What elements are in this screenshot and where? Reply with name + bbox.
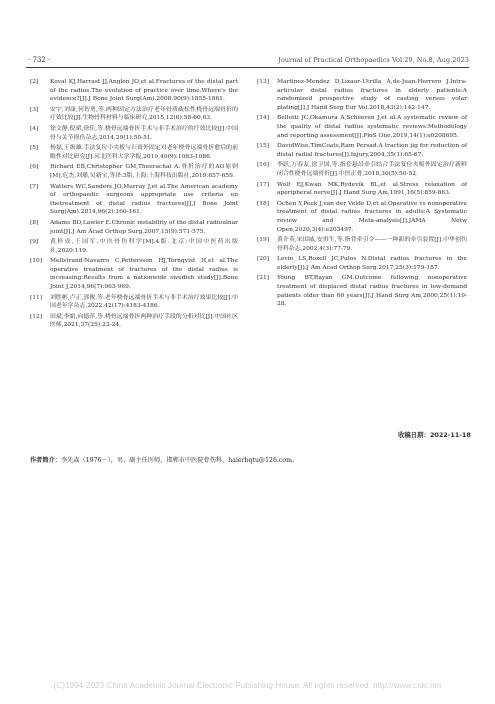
author-note-label: 作者简介： [30, 457, 61, 464]
header-rule [26, 67, 469, 68]
reference-entry [30, 125, 238, 142]
reference-entry [30, 238, 238, 255]
reference-text: 田斌,李娟,向德萍,等.桡骨远端骨折两种治疗手段的分析对比[J].中国社区医师,2021,37(25):23-24. [50, 313, 238, 329]
author-note [30, 455, 470, 464]
references-right-column [257, 78, 467, 311]
reference-entry [30, 313, 238, 330]
reference-entry [30, 294, 238, 311]
reference-entry [30, 219, 238, 236]
reference-text: Bellotti JC,Okamura A,Scheeren J,et al.A systematic review of the quality of distal radius systematic reviews:Methodology and reporting assessment[J].PloS One,2019,14(1):e0208695. [277, 115, 467, 139]
reference-number: [20] [257, 256, 270, 263]
reference-text: 李跃,万春友,徐卫国,等.指套悬吊牵引结合手法复位夹板外固定治疗新鲜闭合性桡骨远端骨折[J].中医正骨,2018,30(5):50-52. [277, 162, 467, 177]
reference-number: [17] [257, 181, 270, 188]
reference-text: 黄介英,宋国威,安贵生,等.指背牵引令——一种新的牵引装置[J].中华创伤骨科杂志,2002,4(3):77-79. [277, 237, 467, 252]
reference-entry [30, 144, 238, 161]
reference-text: DavidWise,TimCoats,Ram Persad.A traction jig for reduction of distal radial fractures[J].Injury,2004,35(1):65-67. [277, 143, 467, 158]
reference-entry [257, 236, 467, 253]
reference-entry [257, 274, 467, 308]
reference-text: Adams BD,Lawler E.Chronic instability of the distal radioulnar joint[J].J Am Acad Orthop Surg,2007,15(9):571-575. [50, 219, 238, 235]
reference-number: [2] [30, 79, 39, 85]
reference-entry [257, 181, 467, 198]
reference-text: Koval KJ,Harrast JJ,Anglen JO,et al.Fractures of the distal part of the radius.The evolution of practice over time.Where's the evidence?[J].J Bone Joint Surg(Am).2008.90(9):1855-1861. [50, 79, 238, 103]
reference-text: Martinez-Mendez D,Lizaur-Utrilla A,de-Juan-Herrero J.Intra-articular distal radius fractures in elderly patients:A randomized prospective study of casting versus volar plating[J].J Hand Surg Eur Vol.2018,43(2):142-147. [277, 79, 467, 111]
reference-number: [8] [30, 219, 39, 226]
reference-number: [15] [257, 143, 270, 150]
reference-text: 杨磊,王振雄.手法复位小夹板与石膏外固定对老年桡骨远端骨折愈后的前瞻性对比研究[J].河北医科大学学报,2019,40(9):1083-1086. [50, 145, 238, 160]
reference-text: Young BT,Rayan GM.Outcome following nonoperative treatment of displaced distal radius fractures in low-demand patients older than 60 years[J].J Hand Surg Am,2000,25(1):19-28. [277, 275, 467, 308]
reference-number: [4] [30, 125, 39, 132]
reference-number: [11] [30, 294, 43, 301]
reference-text: Wolf EJ,Kwan MK,Rydevik BL,et al.Stress relaxation of aperipheral nerve[J].J Hand Surg Am,1991,16(5):859-863. [277, 181, 467, 197]
reference-number: [12] [30, 313, 43, 320]
page-number: · 732 · [28, 56, 51, 64]
reference-number: [21] [257, 275, 270, 282]
reference-text: 刘胜彬,卢正,郭俊,等.老年桡骨远端骨折手术与非手术治疗效果比较[J].中国老年学杂志,2022,42(17):4183-4186. [50, 294, 238, 310]
reference-number: [18] [257, 200, 270, 207]
reference-text: 徐文静,倪斌,徐佳,等.桡骨远端骨折手术与非手术治疗的疗效比较[J].中国骨与关节损伤杂志,2014,29(1):50-51. [50, 125, 238, 141]
reference-number: [10] [30, 258, 43, 265]
reference-entry [30, 257, 238, 291]
reference-text: Levin LS,Rozell JC,Pulos N.Distal radius fractures in the elderly[J].J Am Acad Orthop Surg.2017,25(3):179-187. [277, 256, 467, 271]
reference-entry [30, 163, 238, 180]
reference-text: Watters WC,Sanders JO,Murray J,et al.The American academy of orthopaedic surgeons appropriate use criteria on thetreatment of distal radius fractures[J].J Bone Joint Surg(Am).2014,96(2):160-161. [50, 183, 238, 216]
reference-entry [30, 106, 238, 123]
references-left-column [30, 78, 238, 332]
reference-text: Richard EB,Christopher GM,Theerachai A.骨折治疗的AO原则[M].危杰,刘璠,吴新宝,等译.3版.上海:上海科技出版社,2019:657-659. [50, 164, 238, 179]
reference-text: Ochen Y,Peek J,van der Velde D,et al.Operative vs nonoperative treatment of distal radius fractures in adults:A Systematic review and Meta-analysis[J].JAMA Netw Open,2020,3(4):e203497. [277, 200, 467, 233]
reference-number: [16] [257, 162, 270, 169]
reference-entry [257, 255, 467, 272]
reference-number: [3] [30, 106, 39, 113]
reference-entry [257, 200, 467, 234]
journal-header: Journal of Practical Orthopaedics Vol.29, No.8, Aug.2023 [278, 56, 469, 64]
reference-entry [257, 114, 467, 140]
reference-entry [257, 78, 467, 112]
received-date: 收稿日期：2022-11-18 [398, 431, 471, 439]
reference-number: [6] [30, 164, 39, 171]
reference-number: [19] [257, 237, 270, 244]
reference-number: [5] [30, 145, 39, 152]
reference-number: [14] [257, 115, 270, 122]
reference-number: [9] [30, 239, 39, 246]
reference-entry [30, 78, 238, 104]
reference-text: 安宇,刘康,何智勇,等.两种固定方法治疗老年骨质疏松性桡骨远端骨折的疗效比较[J].生物骨科材料与临床研究,2015,12(6):58-60,63. [50, 106, 238, 122]
reference-text: Mellstrand-Navarro C,Pettersson HJ,Tornqvist H,et al.The operative treatment of fractures of the distal radius is increasing:Results from a nationwide swedish study[J].Bone Joint J,2014,96(7):963-969. [50, 258, 238, 291]
reference-number: [7] [30, 183, 39, 190]
reference-text: 黄桂成,王国军.中医骨伤科学[M].4版.北京:中国中医药出版社,2020:119. [50, 239, 238, 254]
author-note-text: 李先森（1976－），男，副主任医师，邯郸市中医院骨伤科，haierbqtu@126.com。 [60, 457, 299, 464]
reference-number: [13] [257, 79, 270, 85]
reference-entry [257, 142, 467, 159]
reference-entry [30, 183, 238, 217]
reference-entry [257, 161, 467, 178]
copyright-watermark: (C)1994-2023 China Academic Journal Electronic Publishing House. All rights reserved. http://www.cnki.net [53, 681, 442, 690]
